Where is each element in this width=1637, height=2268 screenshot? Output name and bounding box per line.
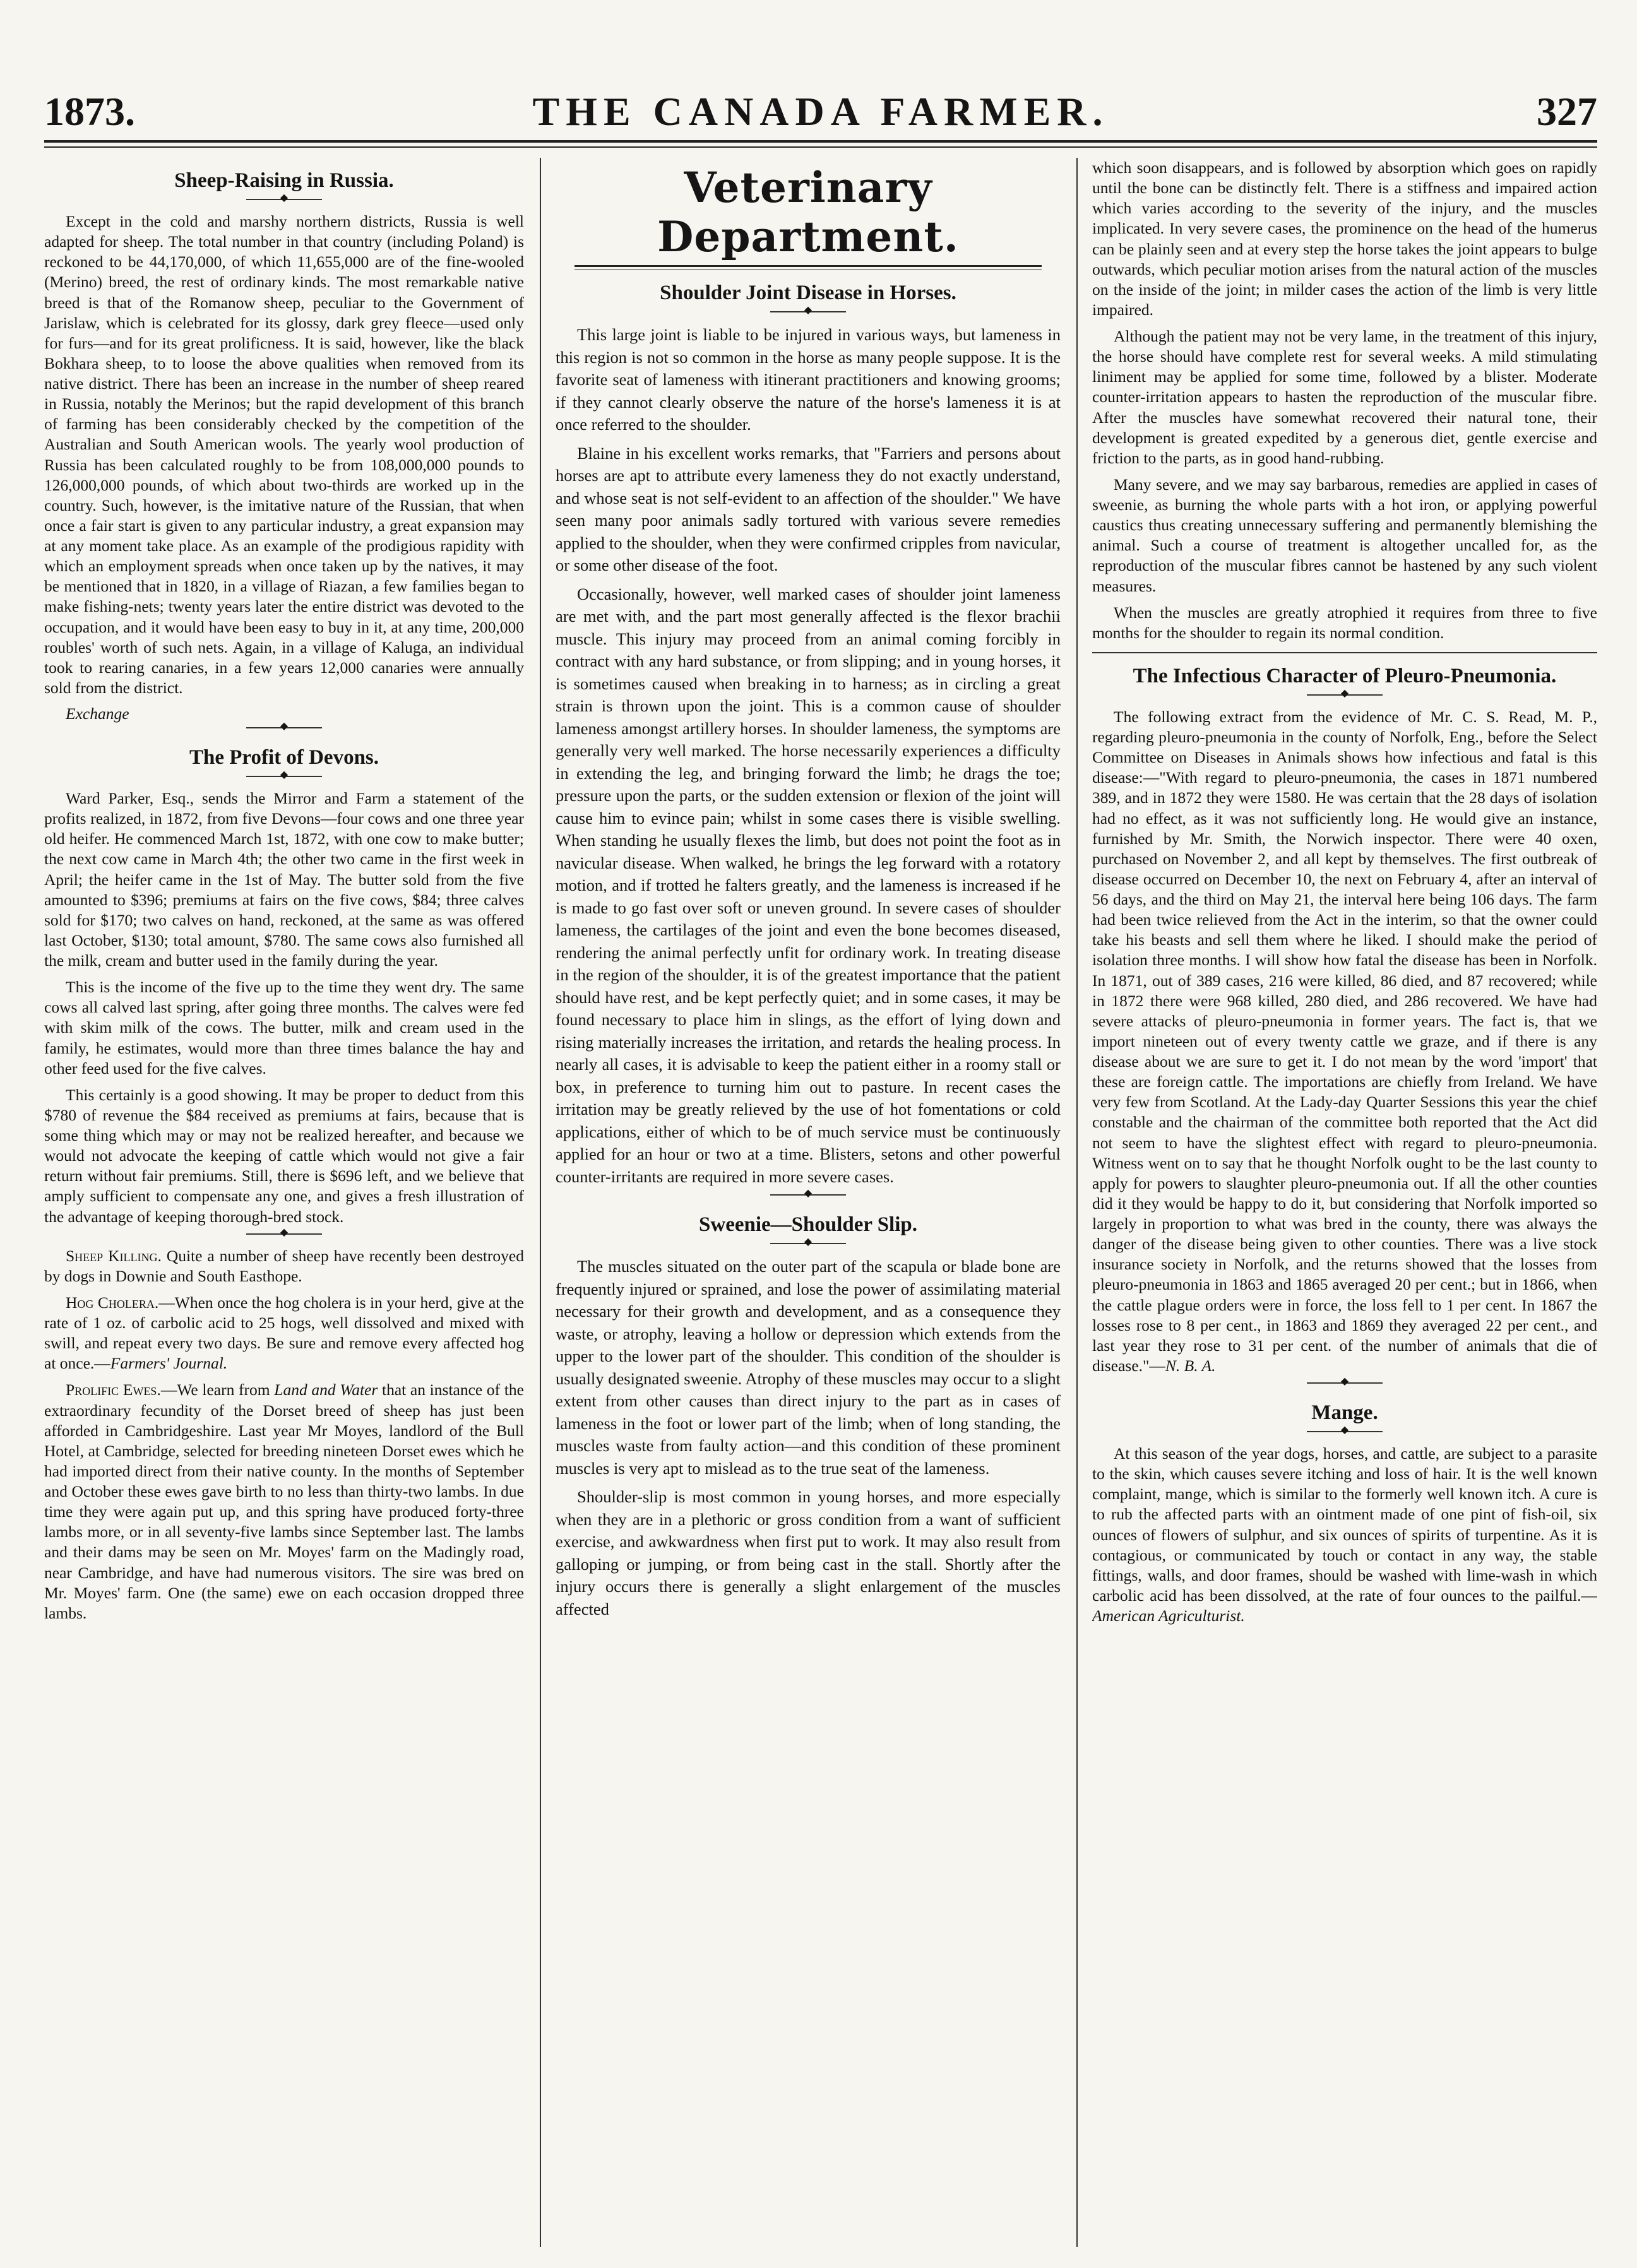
article-paragraph: The muscles situated on the outer part of the scapula or blade bone are frequently injured or sprained, and lose the power of assimilating material necessary for their growth and development, and as a consequence they waste, or atrophy, leaving a hollow or depression which extends from the upper to the lower part of the shoulder. This condition of the shoulder is usually designated sweenie. Atrophy of these muscles may occur to a slight extent from other causes than direct injury to the part as in cases of lameness in the foot or lower part of the limb; when of long standing, the muscles waste from faulty action—and this condition of these prominent muscles is very apt to mislead as to the true seat of the lameness.: [556, 1257, 1061, 1478]
ornament-divider: [1307, 694, 1383, 702]
column-3: [1092, 158, 1597, 2247]
page-number: 327: [1537, 89, 1597, 134]
column-divider: [1076, 158, 1078, 2247]
news-item-lead: Sheep Killing.: [66, 1246, 162, 1265]
article-paragraph: Ward Parker, Esq., sends the Mirror and Farm a statement of the profits realized, in 1872, from five Devons—four cows and one three year old heifer. He commenced March 1st, 1872, with one cow to make butter; the next cow came in March 4th; the other two came in the first week in April; the heifer came in the 1st of May. The butter sold from the five amounted to $396; premiums at fairs on the five cows, $84; three calves sold for $170; two calves on hand, reckoned, at the same as was offered last October, $130; total amount, $780. The same cows also furnished all the milk, cream and butter used in the family during the year.: [44, 789, 524, 970]
column-2: [556, 158, 1061, 2247]
article-source: American Agriculturist.: [1092, 1606, 1245, 1625]
article-paragraph: [1092, 707, 1597, 1376]
ornament-divider: [1307, 1431, 1383, 1439]
news-item-text: Quite a number of sheep have recently been destroyed by dogs in Downie and South Easthope.: [44, 1246, 524, 1285]
masthead-title: THE CANADA FARMER.: [532, 89, 1109, 134]
article-title-devons: The Profit of Devons.: [189, 746, 379, 769]
article-paragraph: Occasionally, however, well marked cases of shoulder joint lameness are met with, and the part most generally affected is the flexor brachii muscle. This injury may proceed from an animal coming forcibly in contract with any hard substance, or from slipping; and in young horses, it is sometimes caused when breaking in to harness; as in circling a great strain is thrown upon the joint. This is a common cause of shoulder lameness amongst artillery horses. In shoulder lameness, the symptoms are generally very well marked. The horse necessarily experiences a difficulty in extending the leg, and bringing forward the limb; he drags the toe; pressure upon the parts, or the sudden extension or flexion of the joint will cause him to evince pain; whilst in some cases there is visible swelling. When standing he usually flexes the limb, but does not point the foot as in navicular disease. When walked, he brings the leg forward with a rotatory motion, and if trotted he falters greatly, and the lameness is increased if he is made to go fast over soft or uneven ground. In severe cases of shoulder lameness, the cartilages of the joint and even the bone becomes diseased, rendering the animal perfectly unfit for ordinary work. In treating disease in the region of the shoulder, it is of the greatest importance that the patient should have rest, and be kept perfectly quiet; and in some cases, it may be found necessary to place him in slings, as the effort of lying down and rising materially increases the irritation, and retards the healing process. In nearly all cases, it is advisable to keep the patient either in a roomy stall or box, in preference to turning him out to pasture. In recent cases the irritation may be greatly relieved by the use of hot fomentations or cold applications, either of which to be of much service must be continuously applied for an hour or two at a time. Blisters, setons and other powerful counter-irritants are required in more severe cases.: [556, 584, 1061, 1186]
news-item-text: —We learn from: [160, 1380, 275, 1399]
article-paragraph: Blaine in his excellent works remarks, that "Farriers and persons about horses are apt to attribute every lameness they do not exactly understand, and whose seat is not self-evident to an affection of the shoulder." We have seen many poor animals sadly tortured with various severe remedies applied to the shoulder, when they were confirmed cripples from navicular, or some other disease of the foot.: [556, 443, 1061, 574]
column-divider: [540, 158, 541, 2247]
article-paragraph: This is the income of the five up to the time they went dry. The same cows all calved last spring, after going three months. The calves were fed with skim milk of the cows. The butter, milk and cream used in the family, he estimates, would more than three times balance the hay and other feed used for the five calves.: [44, 978, 524, 1078]
ornament-divider: [770, 1194, 846, 1202]
article-title-sweenie: Sweenie—Shoulder Slip.: [699, 1213, 917, 1236]
column-1: [44, 158, 524, 2247]
article-text: At this season of the year dogs, horses, and cattle, are subject to a parasite to the skin, which causes severe itching and loss of hair. It is the well known complaint, mange, which is similar to the formerly well known itch. A cure is to rub the affected parts with an ointment made of one pint of fish-oil, six ounces of flowers of sulphur, and six ounces of spirits of turpentine. As it is contagious, or communicated by touch or contact in any way, the stable fittings, walls, and door frames, should be washed with lime-wash in which carbolic acid has been dissolved, at the rate of four ounces to the pailful.—: [1092, 1444, 1597, 1605]
ornament-divider: [246, 1233, 322, 1241]
ornament-divider: [1307, 1382, 1383, 1390]
news-item-text: —When once the hog cholera is in your herd, give at the rate of 1 oz. of carbolic acid to 25 hogs, well dissolved and mixed with swill, and repeat every two days. Be sure and remove every affected hog at once.—: [44, 1293, 524, 1373]
article-paragraph: When the muscles are greatly atrophied it requires from three to five months for the shoulder to regain its normal condition.: [1092, 603, 1597, 642]
masthead: [44, 82, 1597, 139]
article-title-mange: Mange.: [1311, 1401, 1378, 1424]
article-title-sheep-raising: Sheep-Raising in Russia.: [174, 169, 394, 192]
article-paragraph: Except in the cold and marshy northern districts, Russia is well adapted for sheep. The total number in that country (including Poland) is reckoned to be 44,170,000, of which 11,655,000 are of the fine-wooled (Merino) breed, the rest of ordinary kinds. The most remarkable native breed is that of the Romanow sheep, peculiar to the Government of Jarislaw, which is celebrated for its glossy, dark grey fleece—used only for furs—and for its great prolificness. It is said, however, like the black Bokhara sheep, to to loose the above qualities when removed from its native district. There has been an increase in the number of sheep reared in Russia, notably the Merinos; but the rapid development of this branch of farming has been considerably checked by the competition of the Australian and South American wools. The yearly wool production of Russia has been calculated roughly to be from 108,000,000 pounds to 126,000,000 pounds, of which about two-thirds are worked up in the country. Such, however, is the imitative nature of the Russian, that when once a fair start is given to any particular industry, a great expansion may at any moment take place. As an example of the prodigious rapidity with which an employment spreads when once taken up by the natives, it may be mentioned that in 1820, in a village of Riazan, a few families began to make fishing-nets; twenty years later the entire district was devoted to the occupation, and it would have been easy to buy in it, at any time, 200,000 roubles' worth of such nets. Again, in a village of Kaluga, an individual took to rearing canaries, in a few years 12,000 canaries were annually sold from the district.: [44, 212, 524, 697]
department-rule: [574, 265, 1042, 267]
news-item-lead: Prolific Ewes.: [66, 1380, 161, 1399]
ornament-divider: [770, 311, 846, 319]
masthead-rule-thin: [44, 146, 1597, 148]
article-source: N. B. A.: [1165, 1356, 1216, 1375]
article-paragraph: Many severe, and we may say barbarous, remedies are applied in cases of sweenie, as burning the whole parts with a hot iron, or applying powerful caustics thus creating unnecessary suffering and permanently blemishing the animal. Such a course of treatment is altogether uncalled for, as the reproduction of the muscular fibres cannot be hastened by any such violent measures.: [1092, 475, 1597, 595]
news-item-text: that an instance of the extraordinary fecundity of the Dorset breed of sheep has just been afforded in Cambridgeshire. Last year Mr Moyes, landlord of the Bull Hotel, at Cambridge, selected for breeding nineteen Dorset ewes which he had imported direct from their native county. In the months of September and October these ewes gave birth to no less than thirty-two lambs. In due time they were again put up, and this spring have produced forty-three lambs more, or in all seventy-five lambs since September last. The lambs and their dams may be seen on Mr. Moyes' farm on the Madingly road, near Cambridge, and have had numerous visitors. The sire was bred on Mr. Moyes' farm. One (the same) ewe on each occasion dropped three lambs.: [44, 1380, 524, 1622]
article-paragraph: This certainly is a good showing. It may be proper to deduct from this $780 of revenue the $84 received as premiums at fairs, because that is some thing which may or may not be realized hereafter, and because we would not advocate the keeping of cattle which would not give a fair return without fair premiums. Still, there is $696 left, and we believe that amply sufficient to compensate any one, and gives a fresh illustration of the advantage of keeping thorough-bred stock.: [44, 1085, 524, 1226]
news-item-lead: Hog Cholera.: [66, 1293, 159, 1312]
article-text: The following extract from the evidence of Mr. C. S. Read, M. P., regarding pleuro-pneumonia in the county of Norfolk, Eng., before the Select Committee on Diseases in Animals shows how infectious and fatal is this disease:—"With regard to pleuro-pneumonia, the cases in 1871 numbered 389, and in 1872 they were 1580. He was certain that the 28 days of isolation had no effect, as it was not sufficiently long. He would give an instance, furnished by Mr. Smith, the Norwich inspector. There were 40 oxen, purchased on November 2, and all kept by themselves. The first outbreak of disease occurred on December 10, the next on February 4, after an interval of 56 days, and the third on May 21, the interval here being 106 days. The farm had been twice relieved from the Act in the interim, so that the owner could take his beasts and sell them where he liked. I should make the period of isolation three months. I will show how fatal the disease has been in Norfolk. In 1871, out of 389 cases, 216 were killed, 86 died, and 87 recovered; while in 1872 there were 968 killed, 280 died, and 286 recovered. We have had severe attacks of pleuro-pneumonia in former years. The fact is, that we import nineteen out of every twenty cattle we graze, and if there is any disease about we are sure to get it. I do not mean by the word 'import' that these are foreign cattle. The importations are chiefly from Ireland. We have very few from Scotland. At the Lady-day Quarter Sessions this year the chief constable and the chairman of the committee both reported that the Act did not seem to have the slightest effect with regard to pleuro-pneumonia. Witness went on to say that he thought Norfolk ought to be the last county to apply for powers to slaughter pleuro-pneumonia out. If all the other counties did it they would be happy to do it, but considering that Norfolk imported so largely in proportion to what was bred in the county, there was always the danger of the disease being given to other counties. There was a live stock insurance society in Norfolk, and the returns showed that the losses from pleuro-pneumonia in 1863 and 1865 averaged 20 per cent.; but in 1866, when the cattle plague orders were in force, the loss fell to 1 per cent. In 1867 the losses rose to 8 per cent., in 1863 and 1869 they averaged 22 per cent., and last year they rose to 31 per cent. of the number of animals that die of disease."—: [1092, 707, 1597, 1375]
news-item-source: Land and Water: [274, 1380, 378, 1399]
article-title-shoulder-joint: Shoulder Joint Disease in Horses.: [660, 282, 956, 304]
article-paragraph: Although the patient may not be very lame, in the treatment of this injury, the horse should have complete rest for several weeks. A mild stimulating liniment may be applied for some time, followed by a blister. Moderate counter-irritation appears to hasten the reproduction of the muscular fibre. After the muscles have somewhat recovered their natural tone, their development is greated expedited by a generous diet, gentle exercise and friction to the parts, as in good hand-rubbing.: [1092, 327, 1597, 467]
article-paragraph: [1092, 1444, 1597, 1626]
masthead-year: 1873.: [44, 89, 135, 134]
article-paragraph: This large joint is liable to be injured in various ways, but lameness in this region is not so common in the horse as many people suppose. It is the favorite seat of lameness with itinerant practitioners and knowing grooms; if they cannot clearly observe the nature of the horse's lameness it is at once referred to the shoulder.: [556, 325, 1061, 434]
news-item-sheep-killing: [44, 1246, 524, 1286]
ornament-divider: [770, 1243, 846, 1250]
news-item-hog-cholera: [44, 1293, 524, 1374]
department-heading: Veterinary Department.: [657, 163, 959, 261]
ornament-divider: [246, 776, 322, 783]
article-title-pleuro-pneumonia: The Infectious Character of Pleuro-Pneumonia.: [1133, 664, 1557, 687]
section-rule: [1092, 652, 1597, 653]
news-item-source: Farmers' Journal.: [110, 1354, 228, 1373]
masthead-rule: [44, 140, 1597, 143]
news-item-prolific-ewes: [44, 1380, 524, 1624]
article-paragraph: Shoulder-slip is most common in young horses, and more especially when they are in a plethoric or gross condition from a want of sufficient exercise, and awkwardness when first put to work. It may also result from galloping or jumping, or from being cast in the stall. Shortly after the injury occurs there is generally a slight enlargement of the muscles affected: [556, 1487, 1061, 1618]
article-paragraph: which soon disappears, and is followed by absorption which goes on rapidly until the bone can be distinctly felt. There is a stiffness and impaired action which varies according to the severity of the injury, and the muscles implicated. In very severe cases, the prominence on the head of the humerus can be plainly seen and at every step the horse takes the joint appears to bulge outwards, which peculiar motion arises from the natural action of the muscles on the inside of the joint; in milder cases the action of the limb is very little impaired.: [1092, 158, 1597, 319]
ornament-divider: [246, 199, 322, 206]
article-source: Exchange: [66, 704, 129, 723]
ornament-divider: [246, 727, 322, 735]
